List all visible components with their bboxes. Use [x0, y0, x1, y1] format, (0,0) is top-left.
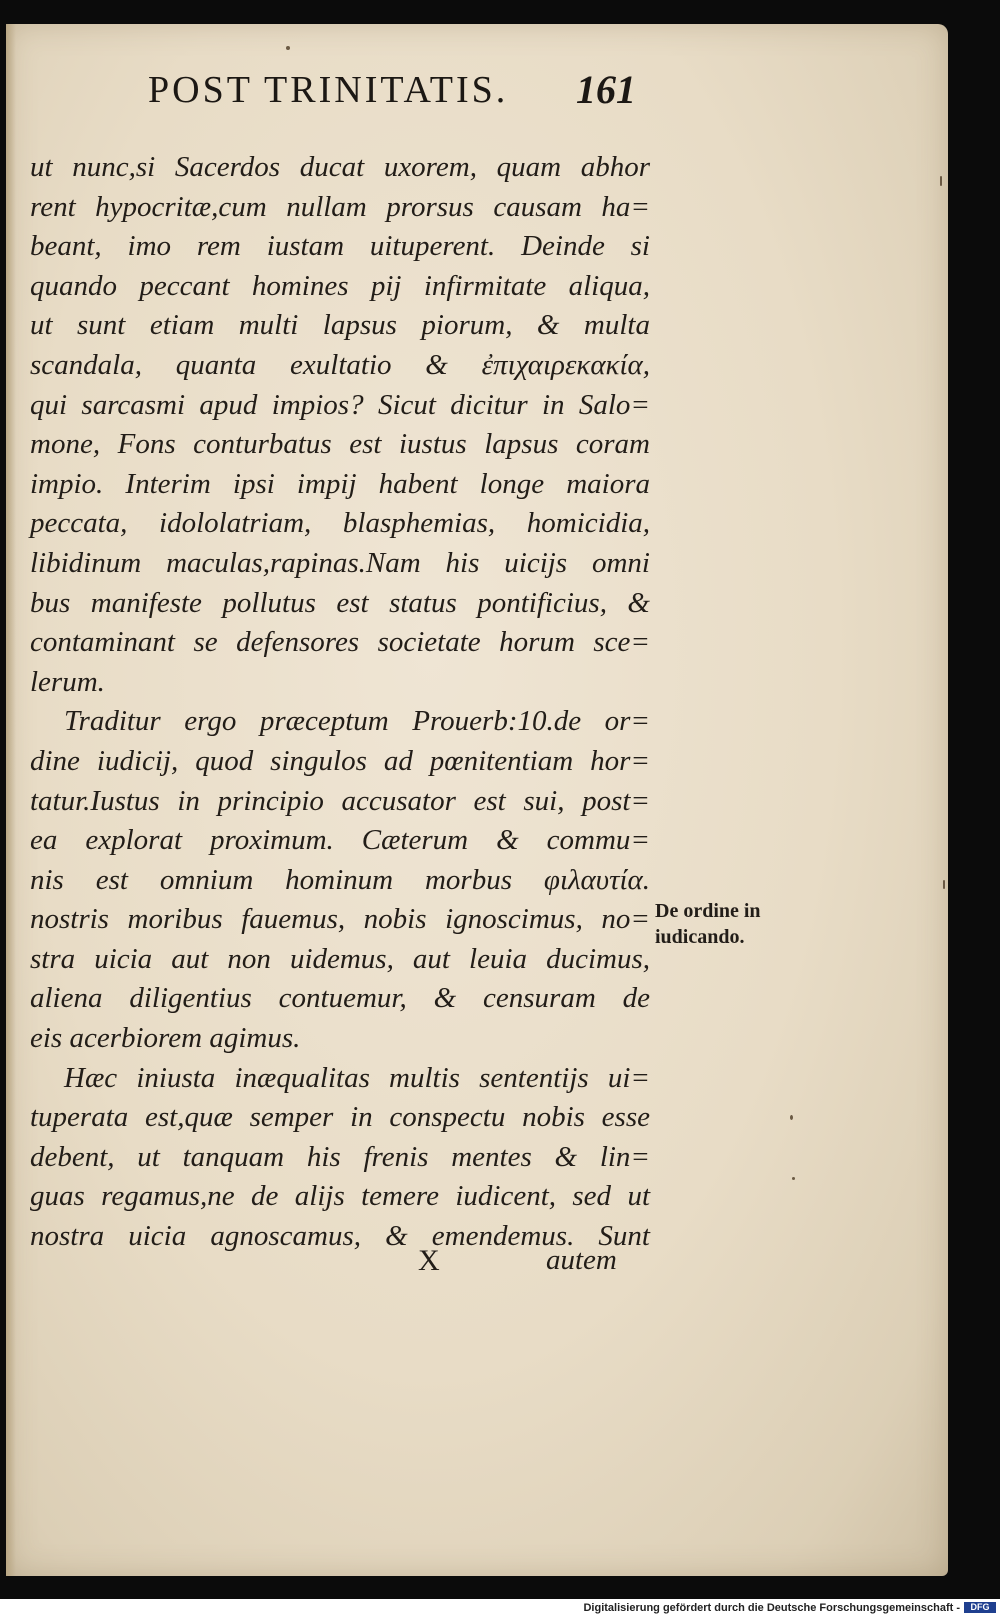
text-line: rent hypocritæ,cum nullam prorsus causam ha= [30, 190, 650, 223]
text-line: Hæc iniusta inæqualitas multis sententijs ui= [64, 1061, 650, 1094]
text-line: tuperata est,quæ semper in conspectu nobis esse [30, 1101, 650, 1134]
text-line: mone, Fons conturbatus est iustus lapsus coram [30, 428, 650, 461]
text-line: ea explorat proximum. Cæterum & commu= [30, 824, 650, 857]
paper-speck [943, 880, 945, 889]
marginal-note-line: iudicando. [655, 926, 745, 948]
paper-speck [792, 1177, 795, 1180]
text-line: nostris moribus fauemus, nobis ignoscimus, no= [30, 903, 650, 936]
text-line: dine iudicij, quod singulos ad pœnitentiam hor= [30, 744, 650, 777]
funding-credit: Digitalisierung gefördert durch die Deutsche Forschungsgemeinschaft - [583, 1602, 960, 1614]
signature-mark: X [418, 1244, 440, 1277]
page-number: 161 [576, 67, 636, 112]
text-line: libidinum maculas,rapinas.Nam his uicijs omni [30, 546, 650, 579]
paper-speck [286, 46, 290, 50]
text-line: eis acerbiorem agimus. [30, 1022, 301, 1055]
text-line: tatur.Iustus in principio accusator est sui, post= [30, 784, 650, 817]
paper-speck [790, 1115, 793, 1120]
text-line: contaminant se defensores societate horum sce= [30, 626, 650, 659]
text-line: Traditur ergo præceptum Prouerb:10.de or= [64, 705, 650, 738]
text-line: guas regamus,ne de alijs temere iudicent, sed ut [30, 1180, 650, 1213]
text-line: impio. Interim ipsi impij habent longe maiora [30, 467, 650, 500]
catchword: autem [546, 1244, 617, 1276]
dfg-logo: DFG [964, 1602, 996, 1613]
footer-bar [0, 1599, 1000, 1615]
marginal-note [655, 898, 761, 950]
text-line: qui sarcasmi apud impios? Sicut dicitur in Salo= [30, 388, 650, 421]
paper-speck [940, 176, 942, 186]
text-line: aliena diligentius contuemur, & censuram de [30, 982, 650, 1015]
text-line: bus manifeste pollutus est status pontificius, & [30, 586, 650, 619]
text-line: ut nunc,si Sacerdos ducat uxorem, quam abhor [30, 151, 650, 183]
text-line: ut sunt etiam multi lapsus piorum, & multa [30, 309, 650, 342]
text-line: lerum. [30, 665, 105, 698]
text-line: scandala, quanta exultatio & ἐπιχαιρεκακία, [30, 348, 650, 381]
body-text [30, 148, 650, 1257]
marginal-note-line: De ordine in [655, 900, 761, 922]
running-head: POST TRINITATIS. [148, 69, 509, 111]
text-line: stra uicia aut non uidemus, aut leuia ducimus, [30, 942, 650, 975]
page-edge-shadow [6, 24, 16, 1576]
text-line: nis est omnium hominum morbus φιλαυτία. [30, 863, 650, 896]
text-line: nostra uicia agnoscamus, & emendemus. Sunt [30, 1220, 650, 1253]
text-line: debent, ut tanquam his frenis mentes & lin= [30, 1140, 650, 1173]
text-line: quando peccant homines pij infirmitate aliqua, [30, 269, 650, 302]
text-line: peccata, idololatriam, blasphemias, homicidia, [30, 507, 650, 540]
text-line: beant, imo rem iustam uituperent. Deinde si [30, 230, 650, 263]
